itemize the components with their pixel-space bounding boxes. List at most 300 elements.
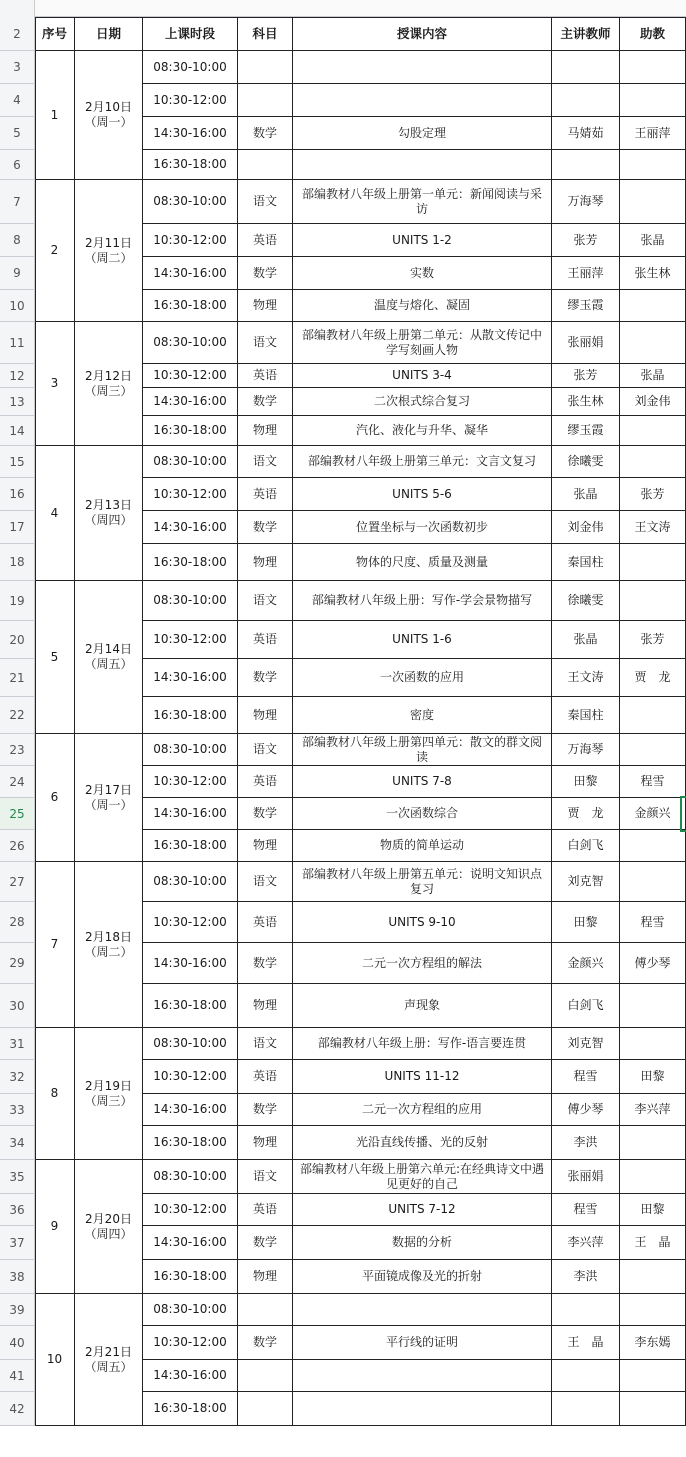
row-number[interactable]: [0, 446, 35, 478]
row-number[interactable]: [0, 1160, 35, 1194]
time-slot-cell[interactable]: [143, 1094, 238, 1126]
row-number[interactable]: [0, 17, 35, 51]
header-assistant[interactable]: [620, 17, 686, 51]
assistant-text: 王文涛: [634, 519, 671, 534]
row-number[interactable]: [0, 984, 35, 1028]
teacher-cell[interactable]: [552, 364, 620, 388]
subject-cell[interactable]: [238, 51, 293, 84]
teacher-cell[interactable]: [552, 1226, 620, 1260]
content-cell[interactable]: [293, 766, 552, 798]
assistant-cell[interactable]: [620, 1260, 686, 1294]
teacher-cell[interactable]: [552, 446, 620, 478]
time-slot-cell[interactable]: [143, 621, 238, 659]
assistant-cell[interactable]: [620, 1028, 686, 1060]
row-number[interactable]: [0, 798, 35, 830]
row-number[interactable]: [0, 544, 35, 581]
subject-cell[interactable]: [238, 697, 293, 734]
assistant-cell[interactable]: [620, 1392, 686, 1426]
time-slot-cell[interactable]: [143, 1360, 238, 1392]
teacher-cell[interactable]: [552, 180, 620, 224]
assistant-cell[interactable]: [620, 51, 686, 84]
assistant-cell[interactable]: [620, 180, 686, 224]
seq-cell[interactable]: [35, 1294, 75, 1426]
teacher-cell[interactable]: [552, 697, 620, 734]
content-cell[interactable]: [293, 84, 552, 117]
content-cell[interactable]: [293, 257, 552, 290]
time-slot-cell[interactable]: [143, 1028, 238, 1060]
time-slot-cell[interactable]: [143, 1392, 238, 1426]
subject-cell[interactable]: [238, 117, 293, 150]
subject-cell[interactable]: [238, 984, 293, 1028]
time-slot-cell[interactable]: [143, 1226, 238, 1260]
row-number[interactable]: [0, 257, 35, 290]
time-slot-cell[interactable]: [143, 290, 238, 322]
row-number[interactable]: [0, 766, 35, 798]
time-slot-cell[interactable]: [143, 322, 238, 364]
assistant-cell[interactable]: [620, 984, 686, 1028]
teacher-cell[interactable]: [552, 1028, 620, 1060]
assistant-cell[interactable]: [620, 257, 686, 290]
subject-cell[interactable]: [238, 1260, 293, 1294]
subject-cell[interactable]: [238, 1326, 293, 1360]
content-cell[interactable]: [293, 1226, 552, 1260]
subject-cell[interactable]: [238, 150, 293, 180]
subject-cell[interactable]: [238, 1360, 293, 1392]
row-number[interactable]: [0, 1226, 35, 1260]
subject-cell[interactable]: [238, 364, 293, 388]
teacher-cell[interactable]: [552, 1326, 620, 1360]
content-cell[interactable]: [293, 322, 552, 364]
subject-cell[interactable]: [238, 830, 293, 862]
row-number[interactable]: [0, 1126, 35, 1160]
content-cell[interactable]: [293, 1294, 552, 1326]
row-number-label: 17: [9, 520, 25, 534]
teacher-cell[interactable]: [552, 1294, 620, 1326]
teacher-cell[interactable]: [552, 734, 620, 766]
assistant-cell[interactable]: [620, 544, 686, 581]
time-slot-cell[interactable]: [143, 224, 238, 257]
subject-cell[interactable]: [238, 1226, 293, 1260]
content-cell[interactable]: [293, 984, 552, 1028]
assistant-cell[interactable]: [620, 1226, 686, 1260]
teacher-cell[interactable]: [552, 150, 620, 180]
time-slot-cell[interactable]: [143, 734, 238, 766]
seq-cell[interactable]: [35, 322, 75, 446]
content-cell[interactable]: [293, 1160, 552, 1194]
time-text: 10:30-12:00: [153, 486, 227, 501]
seq-cell[interactable]: [35, 51, 75, 180]
row-number[interactable]: [0, 322, 35, 364]
time-slot-cell[interactable]: [143, 150, 238, 180]
assistant-cell[interactable]: [620, 830, 686, 862]
teacher-cell[interactable]: [552, 798, 620, 830]
assistant-cell[interactable]: [620, 1060, 686, 1094]
teacher-cell[interactable]: [552, 1360, 620, 1392]
content-cell[interactable]: [293, 388, 552, 416]
assistant-cell[interactable]: [620, 1326, 686, 1360]
subject-cell[interactable]: [238, 478, 293, 511]
content-text: 密度: [409, 707, 434, 722]
header-time[interactable]: [143, 17, 238, 51]
content-cell[interactable]: [293, 1028, 552, 1060]
header-label: 日期: [95, 26, 121, 41]
teacher-cell[interactable]: [552, 257, 620, 290]
seq-cell[interactable]: [35, 581, 75, 734]
row-number[interactable]: [0, 734, 35, 766]
assistant-cell[interactable]: [620, 224, 686, 257]
teacher-cell[interactable]: [552, 984, 620, 1028]
seq-cell[interactable]: [35, 862, 75, 1028]
assistant-cell[interactable]: [620, 1126, 686, 1160]
content-cell[interactable]: [293, 734, 552, 766]
time-slot-cell[interactable]: [143, 1126, 238, 1160]
content-cell[interactable]: [293, 621, 552, 659]
time-slot-cell[interactable]: [143, 84, 238, 117]
teacher-cell[interactable]: [552, 1392, 620, 1426]
subject-cell[interactable]: [238, 224, 293, 257]
time-text: 10:30-12:00: [153, 914, 227, 929]
row-number[interactable]: [0, 830, 35, 862]
content-cell[interactable]: [293, 1260, 552, 1294]
time-slot-cell[interactable]: [143, 1060, 238, 1094]
assistant-cell[interactable]: [620, 862, 686, 902]
row-number[interactable]: [0, 1060, 35, 1094]
content-cell[interactable]: [293, 364, 552, 388]
time-slot-cell[interactable]: [143, 478, 238, 511]
subject-cell[interactable]: [238, 581, 293, 621]
teacher-text: 王丽萍: [567, 265, 604, 280]
date-cell[interactable]: [75, 446, 143, 581]
teacher-cell[interactable]: [552, 902, 620, 943]
teacher-cell[interactable]: [552, 84, 620, 117]
time-slot-cell[interactable]: [143, 1194, 238, 1226]
subject-cell[interactable]: [238, 1094, 293, 1126]
assistant-cell[interactable]: [620, 322, 686, 364]
date-cell[interactable]: [75, 1160, 143, 1294]
assistant-cell[interactable]: [620, 416, 686, 446]
teacher-cell[interactable]: [552, 1126, 620, 1160]
row-number-label: 40: [9, 1335, 25, 1350]
teacher-cell[interactable]: [552, 943, 620, 984]
teacher-cell[interactable]: [552, 478, 620, 511]
time-slot-cell[interactable]: [143, 1260, 238, 1294]
row-number[interactable]: [0, 511, 35, 544]
content-cell[interactable]: [293, 1094, 552, 1126]
date-cell[interactable]: [75, 581, 143, 734]
content-cell[interactable]: [293, 1392, 552, 1426]
teacher-cell[interactable]: [552, 416, 620, 446]
date-cell[interactable]: [75, 322, 143, 446]
teacher-cell[interactable]: [552, 1260, 620, 1294]
content-cell[interactable]: [293, 511, 552, 544]
date-cell[interactable]: [75, 1294, 143, 1426]
content-cell[interactable]: [293, 862, 552, 902]
subject-cell[interactable]: [238, 511, 293, 544]
content-cell[interactable]: [293, 1060, 552, 1094]
content-text: 部编教材八年级上册第二单元：从散文传记中学写刻画人物: [301, 327, 542, 357]
time-slot-cell[interactable]: [143, 798, 238, 830]
row-number[interactable]: [0, 1260, 35, 1294]
assistant-text: 张生林: [634, 265, 671, 280]
content-cell[interactable]: [293, 180, 552, 224]
time-slot-cell[interactable]: [143, 862, 238, 902]
assistant-cell[interactable]: [620, 902, 686, 943]
content-cell[interactable]: [293, 902, 552, 943]
subject-cell[interactable]: [238, 1160, 293, 1194]
teacher-cell[interactable]: [552, 862, 620, 902]
row-number[interactable]: [0, 1194, 35, 1226]
subject-cell[interactable]: [238, 621, 293, 659]
row-number[interactable]: [0, 117, 35, 150]
row-number[interactable]: [0, 1360, 35, 1392]
content-cell[interactable]: [293, 581, 552, 621]
row-number[interactable]: [0, 621, 35, 659]
teacher-cell[interactable]: [552, 766, 620, 798]
date-cell[interactable]: [75, 51, 143, 180]
row-number[interactable]: [0, 697, 35, 734]
row-number-label: 38: [9, 1269, 25, 1284]
subject-cell[interactable]: [238, 1194, 293, 1226]
content-cell[interactable]: [293, 943, 552, 984]
row-number-label: 41: [9, 1368, 25, 1383]
subject-cell[interactable]: [238, 180, 293, 224]
content-text: 部编教材八年级上册：写作-学会景物描写: [311, 593, 533, 607]
time-slot-cell[interactable]: [143, 364, 238, 388]
teacher-cell[interactable]: [552, 1194, 620, 1226]
row-number[interactable]: [0, 1028, 35, 1060]
date-label: 2月11日: [85, 235, 132, 250]
teacher-cell[interactable]: [552, 621, 620, 659]
assistant-cell[interactable]: [620, 478, 686, 511]
row-number[interactable]: [0, 180, 35, 224]
assistant-text: 张晶: [640, 368, 665, 382]
subject-cell[interactable]: [238, 734, 293, 766]
teacher-cell[interactable]: [552, 1094, 620, 1126]
subject-cell[interactable]: [238, 1126, 293, 1160]
teacher-cell[interactable]: [552, 51, 620, 84]
subject-text: 英语: [252, 1202, 277, 1216]
assistant-cell[interactable]: [620, 117, 686, 150]
row-number[interactable]: [0, 416, 35, 446]
time-text: 08:30-10:00: [153, 1036, 227, 1050]
content-cell[interactable]: [293, 290, 552, 322]
content-cell[interactable]: [293, 1326, 552, 1360]
assistant-cell[interactable]: [620, 1194, 686, 1226]
teacher-cell[interactable]: [552, 830, 620, 862]
time-slot-cell[interactable]: [143, 1294, 238, 1326]
time-slot-cell[interactable]: [143, 388, 238, 416]
assistant-cell[interactable]: [620, 1360, 686, 1392]
teacher-cell[interactable]: [552, 290, 620, 322]
teacher-cell[interactable]: [552, 1060, 620, 1094]
row-number[interactable]: [0, 1094, 35, 1126]
time-slot-cell[interactable]: [143, 1326, 238, 1360]
subject-cell[interactable]: [238, 902, 293, 943]
content-cell[interactable]: [293, 697, 552, 734]
time-slot-cell[interactable]: [143, 257, 238, 290]
row-number-label: 24: [9, 774, 25, 789]
assistant-cell[interactable]: [620, 621, 686, 659]
header-date[interactable]: [75, 17, 143, 51]
time-text: 10:30-12:00: [153, 1335, 227, 1349]
content-cell[interactable]: [293, 478, 552, 511]
assistant-cell[interactable]: [620, 1160, 686, 1194]
assistant-cell[interactable]: [620, 1294, 686, 1326]
row-number[interactable]: [0, 150, 35, 180]
subject-cell[interactable]: [238, 1028, 293, 1060]
teacher-text: 程雪: [573, 1069, 598, 1083]
content-cell[interactable]: [293, 150, 552, 180]
row-number[interactable]: [0, 1326, 35, 1360]
subject-cell[interactable]: [238, 862, 293, 902]
row-number[interactable]: [0, 478, 35, 511]
time-slot-cell[interactable]: [143, 697, 238, 734]
row-number[interactable]: [0, 659, 35, 697]
row-number[interactable]: [0, 581, 35, 621]
time-slot-cell[interactable]: [143, 511, 238, 544]
content-cell[interactable]: [293, 446, 552, 478]
subject-cell[interactable]: [238, 659, 293, 697]
subject-cell[interactable]: [238, 943, 293, 984]
time-slot-cell[interactable]: [143, 544, 238, 581]
header-content[interactable]: [293, 17, 552, 51]
assistant-cell[interactable]: [620, 659, 686, 697]
subject-cell[interactable]: [238, 416, 293, 446]
time-slot-cell[interactable]: [143, 416, 238, 446]
time-slot-cell[interactable]: [143, 180, 238, 224]
content-cell[interactable]: [293, 830, 552, 862]
row-number[interactable]: [0, 1392, 35, 1426]
teacher-cell[interactable]: [552, 581, 620, 621]
time-slot-cell[interactable]: [143, 117, 238, 150]
subject-cell[interactable]: [238, 766, 293, 798]
seq-cell[interactable]: [35, 446, 75, 581]
row-number[interactable]: [0, 51, 35, 84]
select-all-corner[interactable]: [0, 0, 35, 17]
row-number-label: 28: [9, 915, 25, 929]
time-slot-cell[interactable]: [143, 659, 238, 697]
header-subject[interactable]: [238, 17, 293, 51]
assistant-cell[interactable]: [620, 150, 686, 180]
selection-handle[interactable]: [680, 796, 686, 832]
row-number[interactable]: [0, 290, 35, 322]
date-cell[interactable]: [75, 734, 143, 862]
teacher-cell[interactable]: [552, 388, 620, 416]
assistant-cell[interactable]: [620, 388, 686, 416]
subject-cell[interactable]: [238, 322, 293, 364]
date-cell[interactable]: [75, 1028, 143, 1160]
time-slot-cell[interactable]: [143, 1160, 238, 1194]
assistant-cell[interactable]: [620, 766, 686, 798]
header-teacher[interactable]: [552, 17, 620, 51]
assistant-cell[interactable]: [620, 581, 686, 621]
date-label: 2月17日: [85, 782, 132, 797]
content-cell[interactable]: [293, 416, 552, 446]
subject-text: 英语: [252, 232, 277, 247]
assistant-cell[interactable]: [620, 697, 686, 734]
content-cell[interactable]: [293, 659, 552, 697]
assistant-text: 傅少琴: [634, 955, 671, 970]
row-number[interactable]: [0, 388, 35, 416]
assistant-cell[interactable]: [620, 290, 686, 322]
time-slot-cell[interactable]: [143, 902, 238, 943]
row-number[interactable]: [0, 224, 35, 257]
assistant-cell[interactable]: [620, 446, 686, 478]
time-text: 14:30-16:00: [153, 519, 227, 534]
subject-cell[interactable]: [238, 84, 293, 117]
subject-cell[interactable]: [238, 290, 293, 322]
date-cell[interactable]: [75, 862, 143, 1028]
content-cell[interactable]: [293, 1360, 552, 1392]
assistant-text: 田黎: [640, 1202, 665, 1216]
time-slot-cell[interactable]: [143, 984, 238, 1028]
assistant-text: 贾 龙: [634, 670, 671, 684]
content-cell[interactable]: [293, 51, 552, 84]
content-cell[interactable]: [293, 1194, 552, 1226]
content-cell[interactable]: [293, 1126, 552, 1160]
time-slot-cell[interactable]: [143, 51, 238, 84]
assistant-cell[interactable]: [620, 1094, 686, 1126]
subject-cell[interactable]: [238, 1294, 293, 1326]
seq-cell[interactable]: [35, 180, 75, 322]
time-slot-cell[interactable]: [143, 830, 238, 862]
subject-cell[interactable]: [238, 544, 293, 581]
row-number[interactable]: [0, 84, 35, 117]
teacher-cell[interactable]: [552, 322, 620, 364]
header-seq[interactable]: [35, 17, 75, 51]
teacher-cell[interactable]: [552, 659, 620, 697]
content-text: 一次函数的应用: [379, 670, 464, 684]
header-label: 授课内容: [396, 26, 447, 41]
assistant-cell[interactable]: [620, 84, 686, 117]
assistant-cell[interactable]: [620, 943, 686, 984]
time-slot-cell[interactable]: [143, 446, 238, 478]
assistant-cell[interactable]: [620, 364, 686, 388]
header-label: 科目: [252, 26, 278, 41]
content-cell[interactable]: [293, 224, 552, 257]
teacher-cell[interactable]: [552, 544, 620, 581]
teacher-cell[interactable]: [552, 117, 620, 150]
subject-cell[interactable]: [238, 388, 293, 416]
teacher-cell[interactable]: [552, 511, 620, 544]
teacher-cell[interactable]: [552, 1160, 620, 1194]
time-slot-cell[interactable]: [143, 766, 238, 798]
seq-cell[interactable]: [35, 1028, 75, 1160]
time-slot-cell[interactable]: [143, 581, 238, 621]
subject-cell[interactable]: [238, 257, 293, 290]
subject-cell[interactable]: [238, 1060, 293, 1094]
subject-cell[interactable]: [238, 446, 293, 478]
date-cell[interactable]: [75, 180, 143, 322]
subject-cell[interactable]: [238, 1392, 293, 1426]
assistant-cell[interactable]: [620, 798, 686, 830]
subject-cell[interactable]: [238, 798, 293, 830]
row-number[interactable]: [0, 1294, 35, 1326]
row-number[interactable]: [0, 902, 35, 943]
row-number[interactable]: [0, 364, 35, 388]
row-number[interactable]: [0, 862, 35, 902]
row-number[interactable]: [0, 943, 35, 984]
seq-cell[interactable]: [35, 1160, 75, 1294]
assistant-cell[interactable]: [620, 511, 686, 544]
time-slot-cell[interactable]: [143, 943, 238, 984]
content-cell[interactable]: [293, 798, 552, 830]
teacher-cell[interactable]: [552, 224, 620, 257]
seq-cell[interactable]: [35, 734, 75, 862]
content-cell[interactable]: [293, 117, 552, 150]
assistant-cell[interactable]: [620, 734, 686, 766]
content-cell[interactable]: [293, 544, 552, 581]
